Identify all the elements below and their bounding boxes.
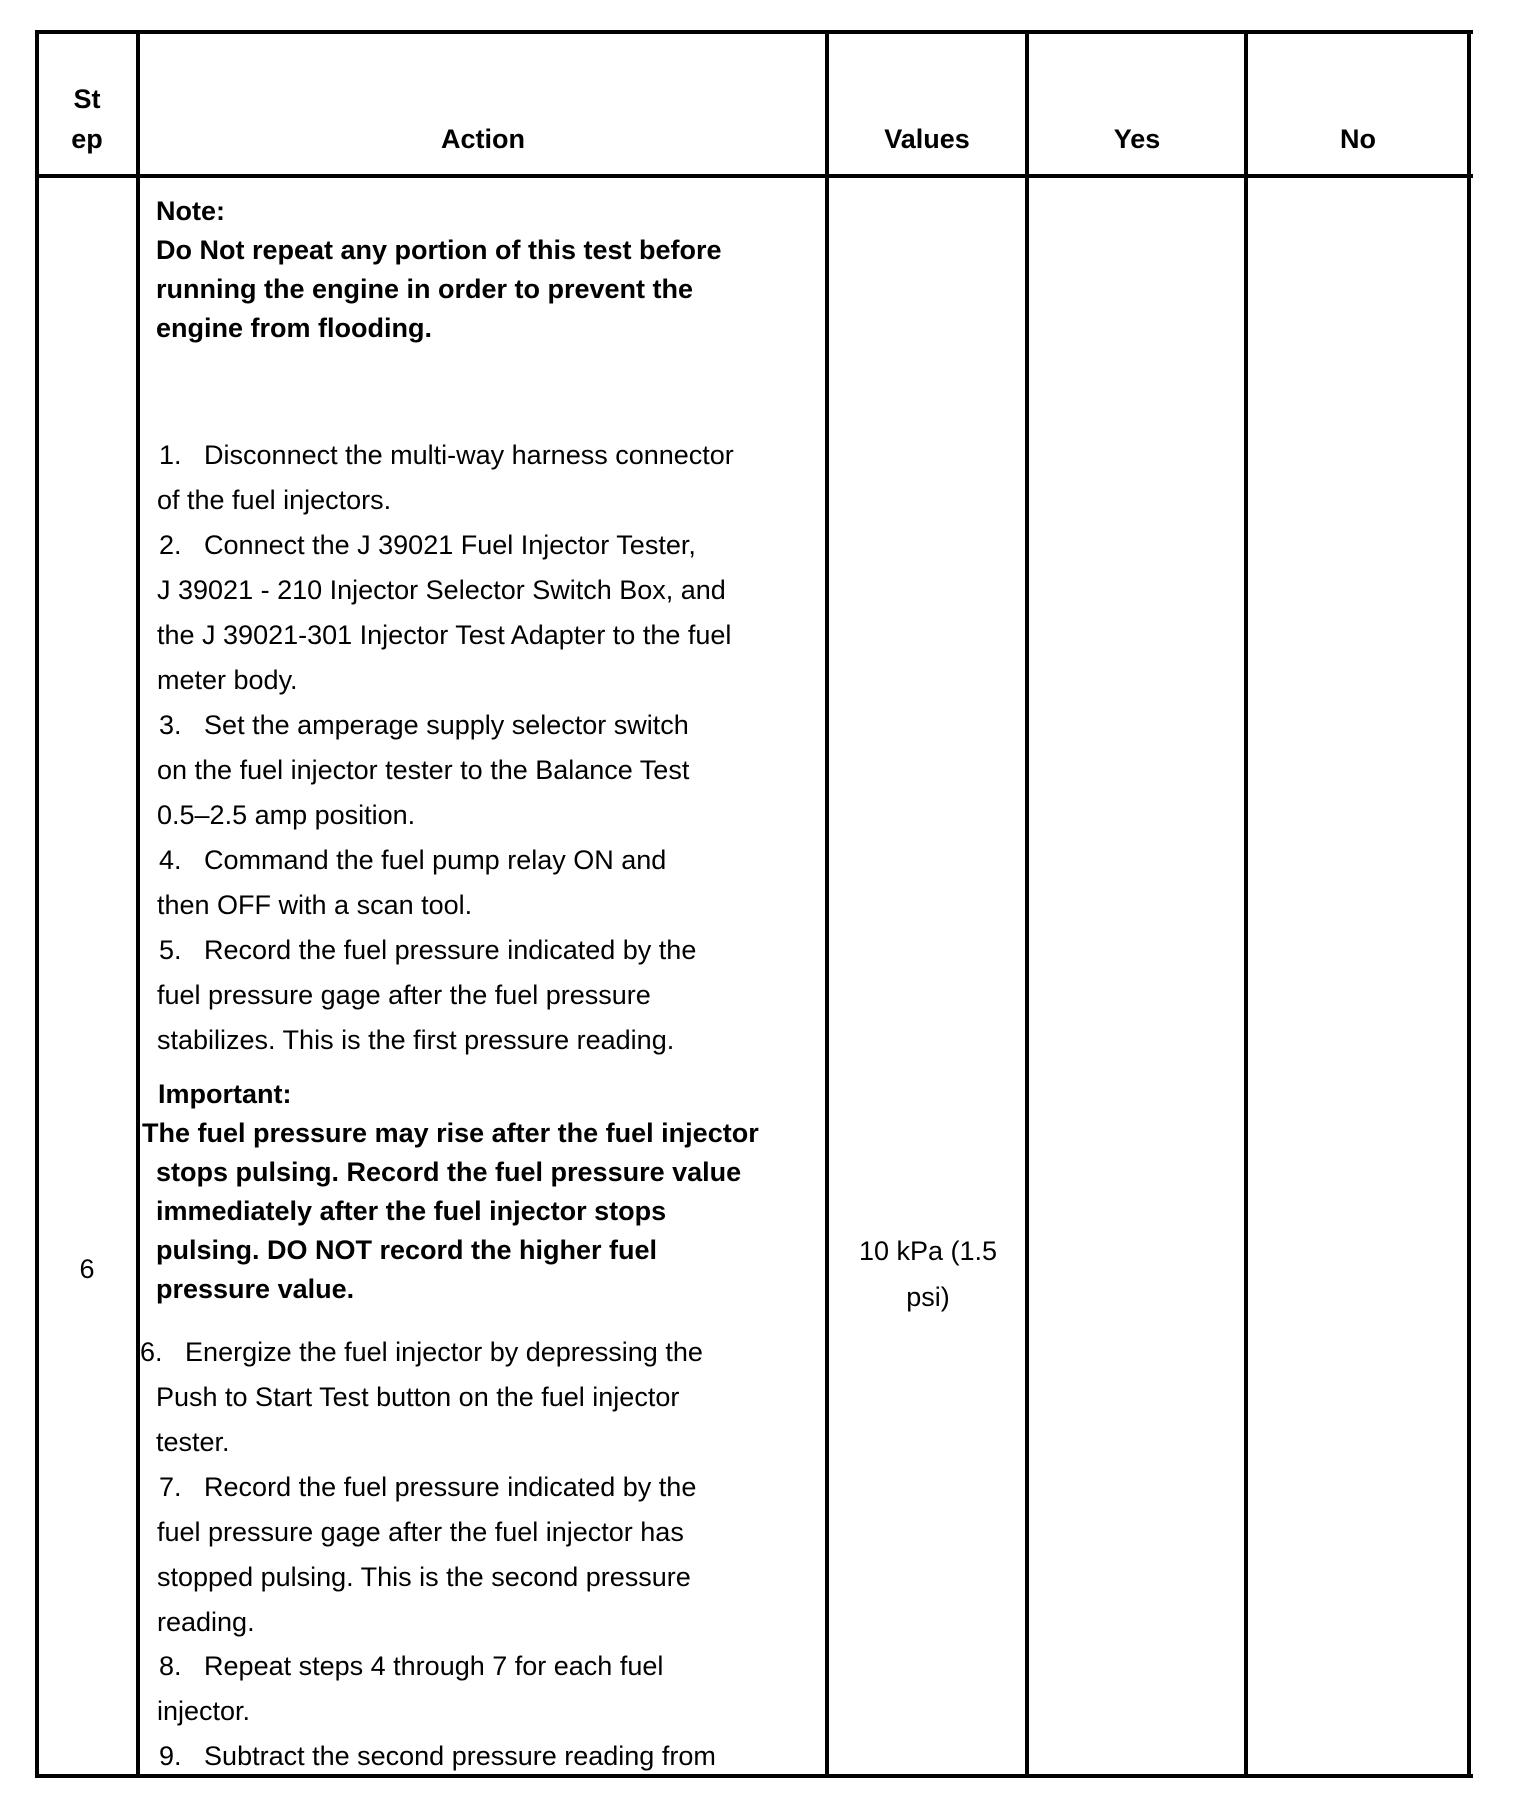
note-text: Do Not repeat any portion of this test before running the engine in order to prevent the engine from flooding. [156,235,722,343]
diagnostic-table [35,30,1473,1778]
action-step-4: 4. Command the fuel pump relay ON and then OFF with a scan tool. [157,845,667,920]
action-step-6: 6. Energize the fuel injector by depressing the Push to Start Test button on the fuel injector tester. [140,1337,703,1457]
important-text: stops pulsing. Record the fuel pressure value immediately after the fuel injector stops pulsing. DO NOT record the higher fuel pressure value. [156,1157,742,1304]
header-no: No [1340,124,1376,154]
action-step-2: 2. Connect the J 39021 Fuel Injector Tester, J 39021 - 210 Injector Selector Switch Box, and the J 39021-301 Injector Test Adapter to the fuel meter body. [157,530,732,695]
action-step-8: 8. Repeat steps 4 through 7 for each fuel injector. [157,1651,664,1726]
column-divider [1244,30,1248,1778]
header-yes: Yes [1113,124,1161,154]
column-divider [1025,30,1029,1778]
table-border-left [35,30,39,1778]
header-step: St ep [71,84,103,154]
action-step-3: 3. Set the amperage supply selector switch on the fuel injector tester to the Balance Test 0.5–2.5 amp position. [157,710,690,830]
important-label: Important: [158,1079,292,1109]
action-step-7: 7. Record the fuel pressure indicated by the fuel pressure gage after the fuel injector has stopped pulsing. This is the second pressure reading. [157,1472,697,1637]
column-divider [136,30,140,1778]
action-step-9: 9. Subtract the second pressure reading from [159,1741,716,1771]
action-step-1: 1. Disconnect the multi-way harness connector of the fuel injectors. [157,440,734,515]
table-border-right [1467,30,1471,1778]
header-values: Values [884,124,970,154]
column-divider [825,30,829,1778]
values-cell: 10 kPa (1.5 psi) [858,1236,998,1312]
important-line-1: The fuel pressure may rise after the fuel injector [142,1118,759,1148]
step-number: 6 [79,1254,95,1284]
note-label: Note: [156,196,225,226]
action-step-5: 5. Record the fuel pressure indicated by the fuel pressure gage after the fuel pressure stabilizes. This is the first pressure reading. [157,935,697,1055]
header-action: Action [441,124,525,154]
